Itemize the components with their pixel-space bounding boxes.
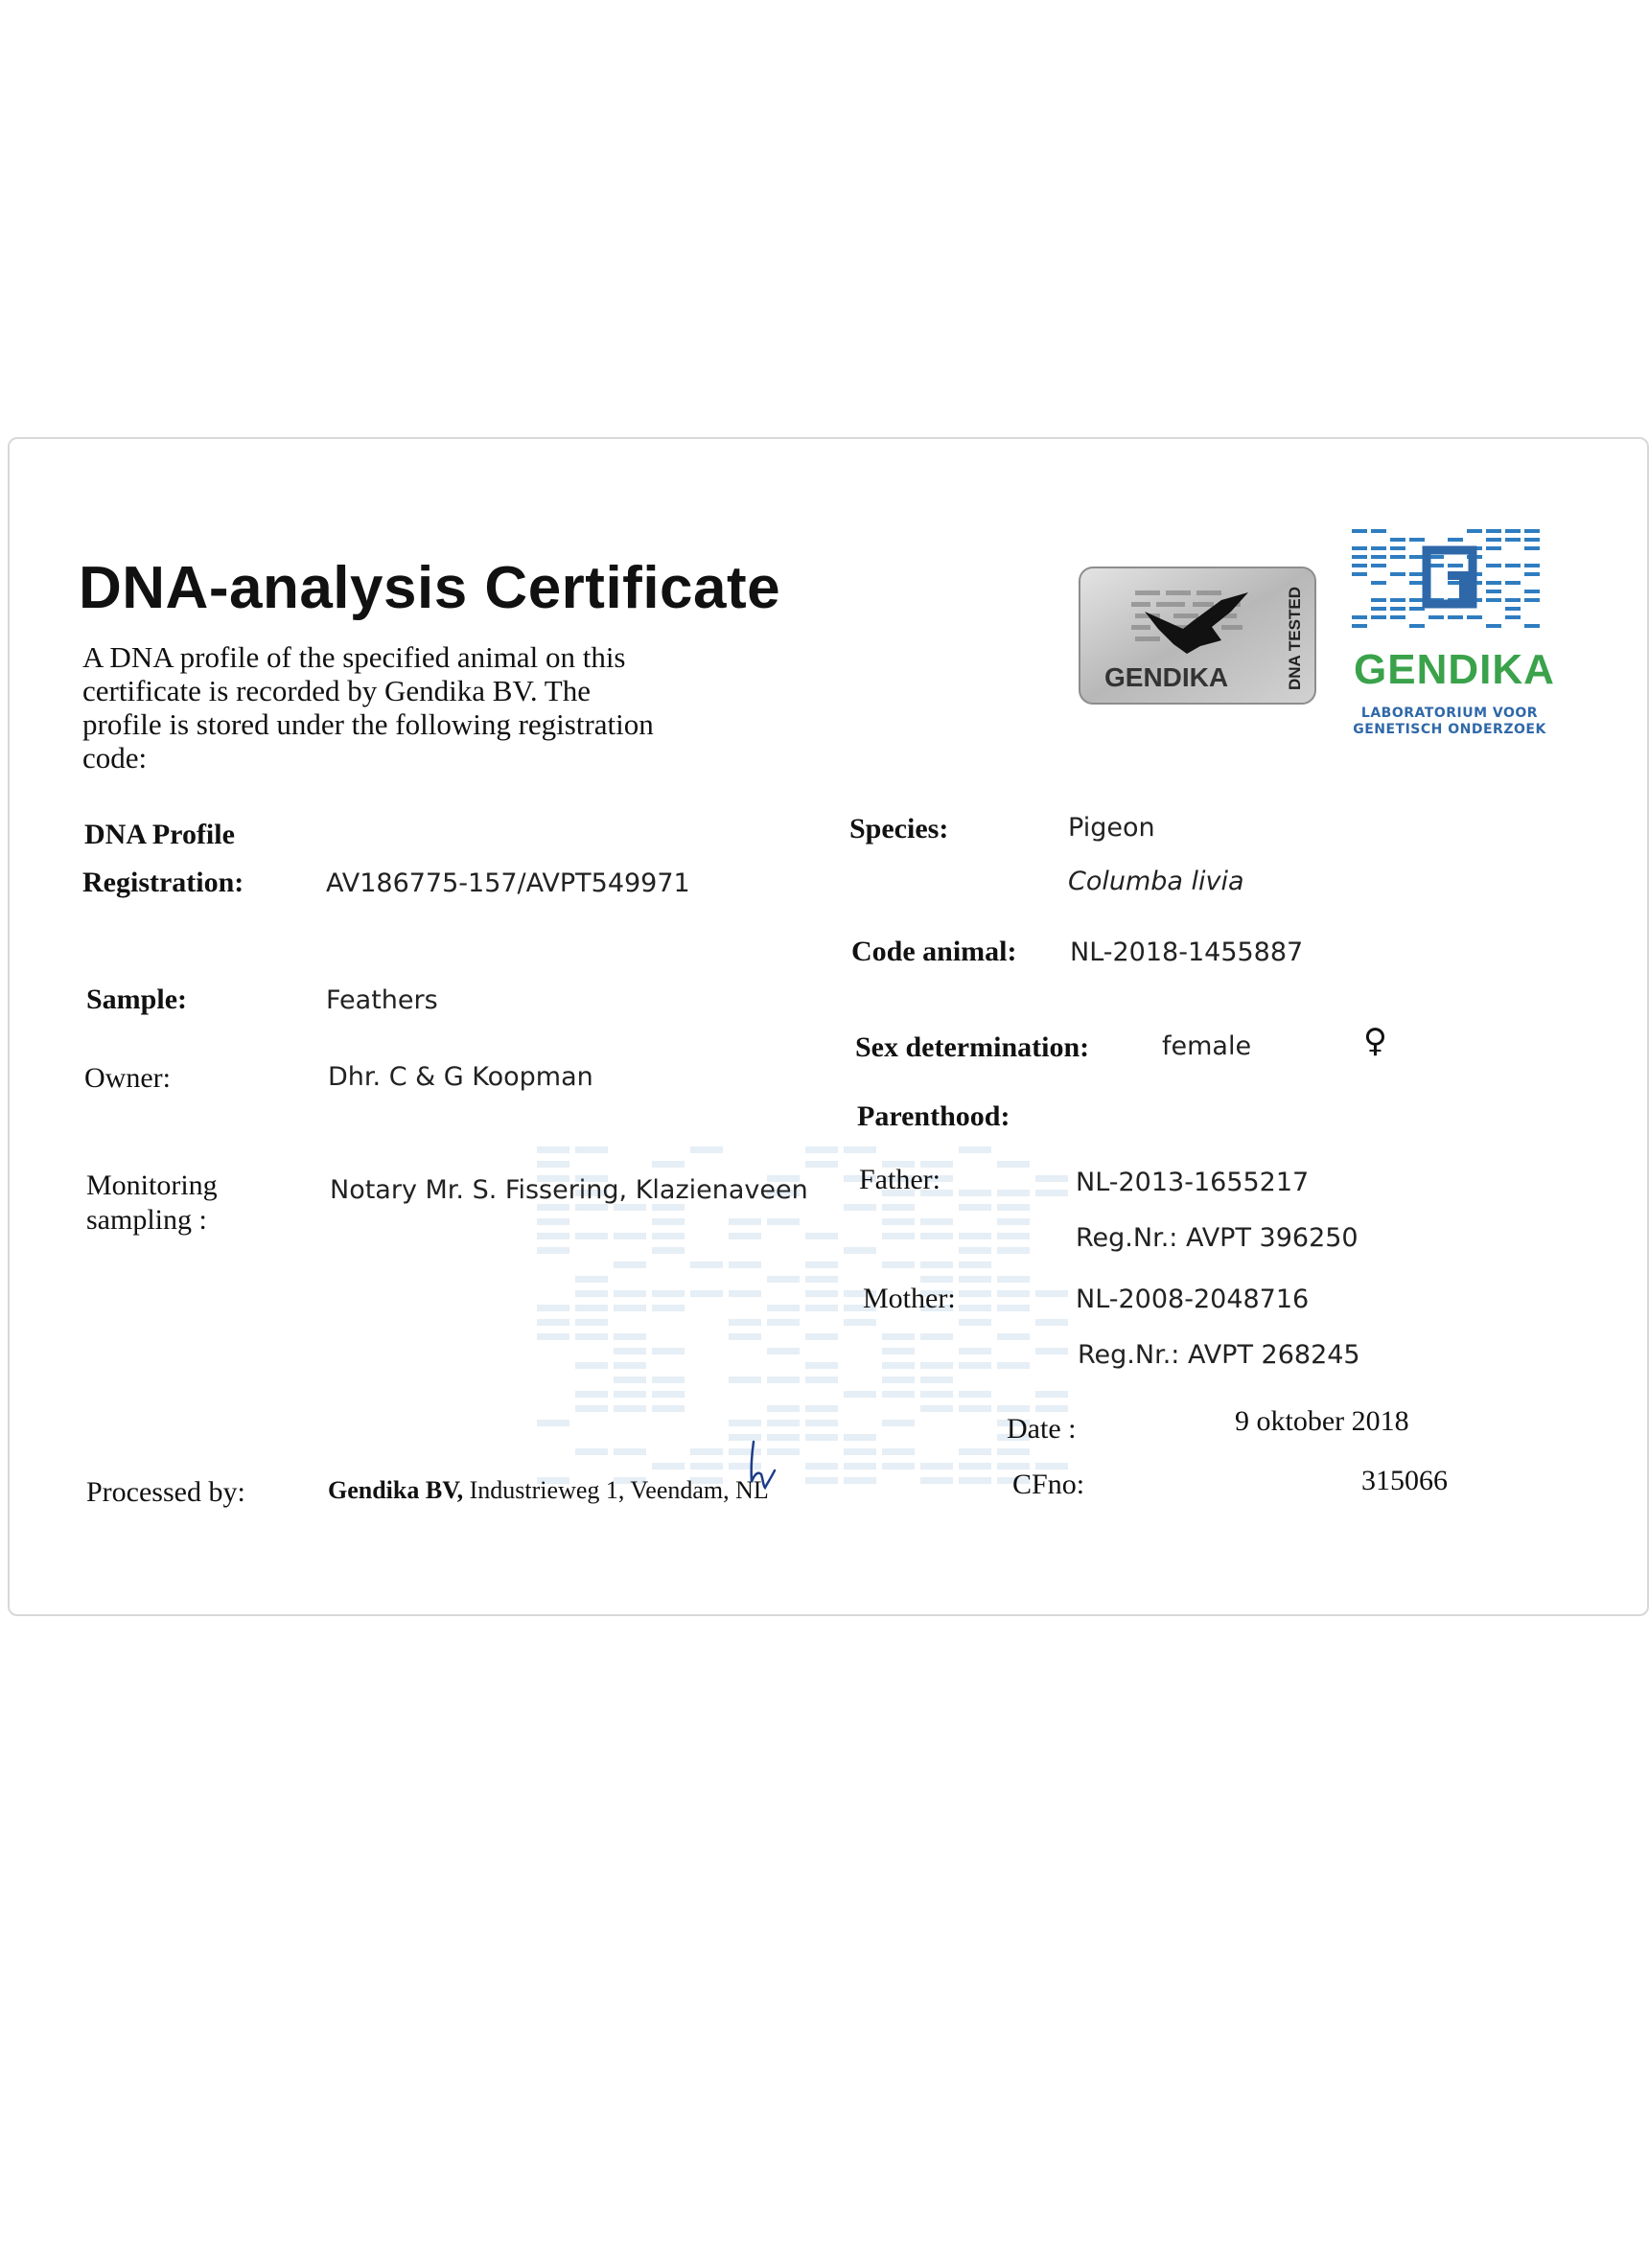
- pattern-bar: [537, 1319, 569, 1326]
- pattern-bar: [1524, 572, 1540, 576]
- pattern-bar: [652, 1204, 685, 1211]
- pattern-bar: [805, 1161, 838, 1168]
- pattern-bar: [767, 1405, 800, 1412]
- pattern-bar: [1371, 546, 1386, 550]
- pattern-bar: [690, 1290, 723, 1297]
- pattern-bar: [1467, 615, 1482, 619]
- pattern-bar: [997, 1405, 1030, 1412]
- pattern-bar: [1035, 1190, 1068, 1196]
- pattern-bar: [537, 1204, 569, 1211]
- pattern-bar: [959, 1233, 991, 1239]
- date-value: 9 oktober 2018: [1235, 1405, 1409, 1437]
- father-reg: Reg.Nr.: AVPT 396250: [1076, 1223, 1359, 1253]
- pattern-bar: [920, 1333, 953, 1340]
- pattern-bar: [997, 1305, 1030, 1311]
- pattern-bar: [920, 1218, 953, 1225]
- pattern-bar: [1505, 615, 1521, 619]
- intro-text: A DNA profile of the specified animal on this certificate is recorded by Gendika BV. The profile is stored under the following registration code:: [82, 640, 654, 775]
- pattern-bar: [1524, 598, 1540, 602]
- pattern-bar: [959, 1261, 991, 1268]
- species-label: Species:: [849, 813, 949, 845]
- pattern-bar: [652, 1247, 685, 1254]
- pattern-bar: [729, 1319, 761, 1326]
- pattern-bar: [575, 1362, 608, 1369]
- father-value: NL-2013-1655217: [1076, 1168, 1310, 1197]
- pattern-bar: [1390, 598, 1405, 602]
- pattern-bar: [614, 1405, 646, 1412]
- pattern-bar: [1505, 564, 1521, 567]
- pattern-bar: [652, 1305, 685, 1311]
- pattern-bar: [1486, 546, 1501, 550]
- pattern-bar: [729, 1290, 761, 1297]
- pattern-bar: [537, 1161, 569, 1168]
- pattern-bar: [805, 1276, 838, 1283]
- pattern-bar: [920, 1377, 953, 1383]
- dna-profile-heading: DNA Profile: [84, 819, 235, 850]
- pattern-bar: [1371, 529, 1386, 533]
- pattern-bar: [575, 1333, 608, 1340]
- pattern-bar: [844, 1391, 876, 1398]
- pattern-bar: [1428, 615, 1444, 619]
- pattern-bar: [690, 1261, 723, 1268]
- pattern-bar: [805, 1333, 838, 1340]
- pattern-bar: [1486, 538, 1501, 542]
- pattern-bar: [844, 1448, 876, 1455]
- pattern-bar: [614, 1448, 646, 1455]
- logo-brand-name: GENDIKA: [1354, 646, 1555, 693]
- pattern-bar: [844, 1247, 876, 1254]
- pattern-bar: [997, 1247, 1030, 1254]
- pattern-bar: [805, 1463, 838, 1470]
- pattern-bar: [652, 1161, 685, 1168]
- processed-company: Gendika BV,: [328, 1476, 464, 1504]
- code-animal-label: Code animal:: [851, 936, 1017, 967]
- pattern-bar: [805, 1405, 838, 1412]
- sex-determination-label: Sex determination:: [855, 1031, 1090, 1063]
- pattern-bar: [1371, 607, 1386, 611]
- pattern-bar: [1390, 572, 1405, 576]
- pattern-bar: [1035, 1391, 1068, 1398]
- pattern-bar: [1486, 598, 1501, 602]
- pattern-bar: [1448, 564, 1463, 567]
- pattern-bar: [997, 1362, 1030, 1369]
- pattern-bar: [1486, 624, 1501, 628]
- pattern-bar: [920, 1362, 953, 1369]
- pattern-bar: [1486, 581, 1501, 585]
- pattern-bar: [882, 1333, 915, 1340]
- signature-mark: [736, 1438, 784, 1495]
- pattern-bar: [1524, 529, 1540, 533]
- pattern-bar: [537, 1146, 569, 1153]
- pattern-bar: [1352, 572, 1367, 576]
- pattern-bar: [614, 1290, 646, 1297]
- pattern-bar: [920, 1233, 953, 1239]
- pattern-bar: [767, 1348, 800, 1354]
- pattern-bar: [767, 1305, 800, 1311]
- pattern-bar: [729, 1377, 761, 1383]
- logo-tagline: [1342, 706, 1557, 738]
- monitoring-label-line-2: sampling :: [86, 1204, 207, 1236]
- logo-tagline-line-2: GENETISCH ONDERZOEK: [1353, 722, 1546, 737]
- pattern-bar: [920, 1477, 953, 1484]
- father-label: Father:: [859, 1164, 941, 1195]
- pattern-bar: [844, 1204, 876, 1211]
- pattern-bar: [575, 1448, 608, 1455]
- pattern-bar: [575, 1276, 608, 1283]
- pattern-bar: [882, 1463, 915, 1470]
- pattern-bar: [1524, 624, 1540, 628]
- pattern-bar: [614, 1261, 646, 1268]
- date-label: Date :: [1007, 1413, 1077, 1445]
- pattern-bar: [1409, 538, 1425, 542]
- pattern-bar: [882, 1261, 915, 1268]
- pattern-bar: [575, 1391, 608, 1398]
- pattern-bar: [614, 1391, 646, 1398]
- species-latin: Columba livia: [1068, 867, 1244, 896]
- registration-value: AV186775-157/AVPT549971: [326, 868, 690, 898]
- pattern-bar: [844, 1434, 876, 1441]
- pattern-bar: [575, 1305, 608, 1311]
- pattern-bar: [575, 1405, 608, 1412]
- pattern-bar: [882, 1348, 915, 1354]
- seal-brand-text: GENDIKA: [1104, 662, 1229, 692]
- pattern-bar: [767, 1319, 800, 1326]
- pattern-bar: [1352, 624, 1367, 628]
- pattern-bar: [767, 1276, 800, 1283]
- pattern-bar: [1486, 564, 1501, 567]
- pattern-bar: [997, 1290, 1030, 1297]
- certificate-title: DNA-analysis Certificate: [79, 555, 781, 621]
- pattern-bar: [729, 1218, 761, 1225]
- pattern-bar: [537, 1333, 569, 1340]
- monitoring-label-line-1: Monitoring: [86, 1169, 218, 1201]
- pattern-bar: [1390, 607, 1405, 611]
- pattern-bar: [997, 1204, 1030, 1211]
- pattern-bar: [767, 1420, 800, 1426]
- pattern-bar: [652, 1405, 685, 1412]
- female-symbol-icon: ♀: [1363, 1022, 1387, 1060]
- owner-value: Dhr. C & G Koopman: [328, 1062, 593, 1092]
- pattern-bar: [652, 1463, 685, 1470]
- pattern-bar: [959, 1319, 991, 1326]
- pattern-bar: [1505, 529, 1521, 533]
- pattern-bar: [920, 1261, 953, 1268]
- processed-address: Industrieweg 1, Veendam, NL: [463, 1476, 769, 1504]
- pattern-bar: [1448, 615, 1463, 619]
- mother-reg: Reg.Nr.: AVPT 268245: [1078, 1340, 1360, 1370]
- pattern-bar: [959, 1477, 991, 1484]
- pattern-bar: [959, 1391, 991, 1398]
- pattern-bar: [1409, 624, 1425, 628]
- pattern-bar: [959, 1463, 991, 1470]
- pattern-bar: [805, 1434, 838, 1441]
- pattern-bar: [920, 1405, 953, 1412]
- pattern-bar: [652, 1348, 685, 1354]
- pattern-bar: [1448, 538, 1463, 542]
- owner-label: Owner:: [84, 1062, 171, 1094]
- pattern-bar: [614, 1233, 646, 1239]
- pattern-bar: [575, 1233, 608, 1239]
- pattern-bar: [652, 1218, 685, 1225]
- pattern-bar: [690, 1146, 723, 1153]
- pattern-bar: [1390, 615, 1405, 619]
- pattern-bar: [997, 1448, 1030, 1455]
- pattern-bar: [1035, 1290, 1068, 1297]
- pattern-bar: [614, 1204, 646, 1211]
- pattern-bar: [959, 1362, 991, 1369]
- sex-value: female: [1162, 1031, 1252, 1061]
- pattern-bar: [1352, 564, 1367, 567]
- pattern-bar: [1467, 529, 1482, 533]
- pattern-bar: [1035, 1405, 1068, 1412]
- pattern-bar: [959, 1247, 991, 1254]
- pattern-bar: [997, 1218, 1030, 1225]
- pattern-bar: [959, 1146, 991, 1153]
- pattern-bar: [575, 1290, 608, 1297]
- pattern-bar: [1371, 581, 1386, 585]
- cfno-label: CFno:: [1012, 1469, 1085, 1500]
- pattern-bar: [844, 1463, 876, 1470]
- pattern-bar: [1505, 538, 1521, 542]
- pattern-bar: [767, 1218, 800, 1225]
- pattern-bar: [1352, 555, 1367, 559]
- pattern-bar: [805, 1146, 838, 1153]
- pattern-bar: [959, 1204, 991, 1211]
- dna-tested-seal: [1078, 566, 1317, 706]
- pattern-bar: [690, 1463, 723, 1470]
- pattern-bar: [805, 1420, 838, 1426]
- pattern-bar: [575, 1319, 608, 1326]
- pattern-bar: [1505, 581, 1521, 585]
- pattern-bar: [805, 1290, 838, 1297]
- processed-by-label: Processed by:: [86, 1476, 245, 1508]
- gendika-logo-icon: [1352, 529, 1544, 654]
- registration-label: Registration:: [82, 867, 244, 898]
- processed-by-value: [328, 1476, 769, 1505]
- pattern-bar: [805, 1261, 838, 1268]
- pattern-bar: [1524, 590, 1540, 593]
- pattern-bar: [882, 1233, 915, 1239]
- pattern-bar: [652, 1391, 685, 1398]
- pattern-bar: [959, 1348, 991, 1354]
- pattern-bar: [1352, 546, 1367, 550]
- pattern-bar: [1352, 529, 1367, 533]
- cfno-value: 315066: [1361, 1465, 1448, 1496]
- pattern-bar: [767, 1377, 800, 1383]
- pattern-bar: [690, 1448, 723, 1455]
- pattern-bar: [729, 1233, 761, 1239]
- pattern-bar: [997, 1333, 1030, 1340]
- pattern-bar: [805, 1377, 838, 1383]
- pattern-bar: [1371, 615, 1386, 619]
- logo-tagline-line-1: LABORATORIUM VOOR: [1360, 706, 1539, 721]
- pattern-bar: [1371, 555, 1386, 559]
- pattern-bar: [1035, 1348, 1068, 1354]
- pattern-bar: [729, 1261, 761, 1268]
- pattern-bar: [959, 1448, 991, 1455]
- pattern-bar: [575, 1204, 608, 1211]
- pattern-bar: [1352, 615, 1367, 619]
- pattern-bar: [1486, 590, 1501, 593]
- pattern-bar: [1390, 555, 1405, 559]
- mother-label: Mother:: [863, 1283, 956, 1314]
- mother-value: NL-2008-2048716: [1076, 1284, 1310, 1314]
- species-common: Pigeon: [1068, 813, 1155, 843]
- pattern-bar: [1035, 1175, 1068, 1182]
- pattern-bar: [959, 1190, 991, 1196]
- pattern-bar: [729, 1333, 761, 1340]
- pattern-bar: [997, 1233, 1030, 1239]
- pattern-bar: [1035, 1319, 1068, 1326]
- pattern-bar: [959, 1276, 991, 1283]
- pattern-bar: [844, 1146, 876, 1153]
- pattern-bar: [614, 1362, 646, 1369]
- pattern-bar: [920, 1276, 953, 1283]
- pattern-bar: [537, 1420, 569, 1426]
- pattern-bar: [652, 1290, 685, 1297]
- pattern-bar: [537, 1233, 569, 1239]
- sample-value: Feathers: [326, 985, 438, 1015]
- pattern-bar: [805, 1477, 838, 1484]
- sample-label: Sample:: [86, 984, 187, 1015]
- pattern-bar: [959, 1305, 991, 1311]
- pattern-bar: [575, 1146, 608, 1153]
- pattern-bar: [729, 1420, 761, 1426]
- pattern-bar: [537, 1305, 569, 1311]
- pattern-bar: [1371, 564, 1386, 567]
- pattern-bar: [652, 1377, 685, 1383]
- pattern-bar: [805, 1233, 838, 1239]
- pattern-bar: [614, 1377, 646, 1383]
- pattern-bar: [614, 1333, 646, 1340]
- pattern-bar: [959, 1290, 991, 1297]
- pattern-bar: [920, 1463, 953, 1470]
- pattern-bar: [844, 1477, 876, 1484]
- pattern-bar: [997, 1161, 1030, 1168]
- pattern-bar: [920, 1391, 953, 1398]
- pattern-bar: [1524, 564, 1540, 567]
- pattern-bar: [1505, 598, 1521, 602]
- pattern-bar: [882, 1448, 915, 1455]
- pattern-bar: [1486, 529, 1501, 533]
- pattern-bar: [882, 1420, 915, 1426]
- parenthood-label: Parenthood:: [857, 1100, 1010, 1132]
- pattern-bar: [1390, 538, 1405, 542]
- monitoring-value: Notary Mr. S. Fissering, Klazienaveen: [330, 1175, 808, 1205]
- pattern-bar: [844, 1319, 876, 1326]
- pattern-bar: [997, 1190, 1030, 1196]
- pattern-bar: [1524, 538, 1540, 542]
- pattern-bar: [882, 1218, 915, 1225]
- pattern-bar: [882, 1377, 915, 1383]
- pattern-bar: [1505, 607, 1521, 611]
- seal-side-text: DNA TESTED: [1286, 587, 1304, 690]
- pattern-bar: [614, 1305, 646, 1311]
- pattern-bar: [614, 1348, 646, 1354]
- pattern-bar: [1524, 546, 1540, 550]
- pattern-bar: [652, 1233, 685, 1239]
- pattern-bar: [882, 1391, 915, 1398]
- pattern-bar: [805, 1305, 838, 1311]
- pattern-bar: [1371, 598, 1386, 602]
- pattern-bar: [997, 1276, 1030, 1283]
- pattern-bar: [1390, 546, 1405, 550]
- code-animal-value: NL-2018-1455887: [1070, 937, 1304, 967]
- pattern-bar: [805, 1362, 838, 1369]
- pattern-bar: [959, 1405, 991, 1412]
- pattern-bar: [537, 1247, 569, 1254]
- pattern-bar: [537, 1218, 569, 1225]
- pattern-bar: [882, 1362, 915, 1369]
- pattern-bar: [882, 1204, 915, 1211]
